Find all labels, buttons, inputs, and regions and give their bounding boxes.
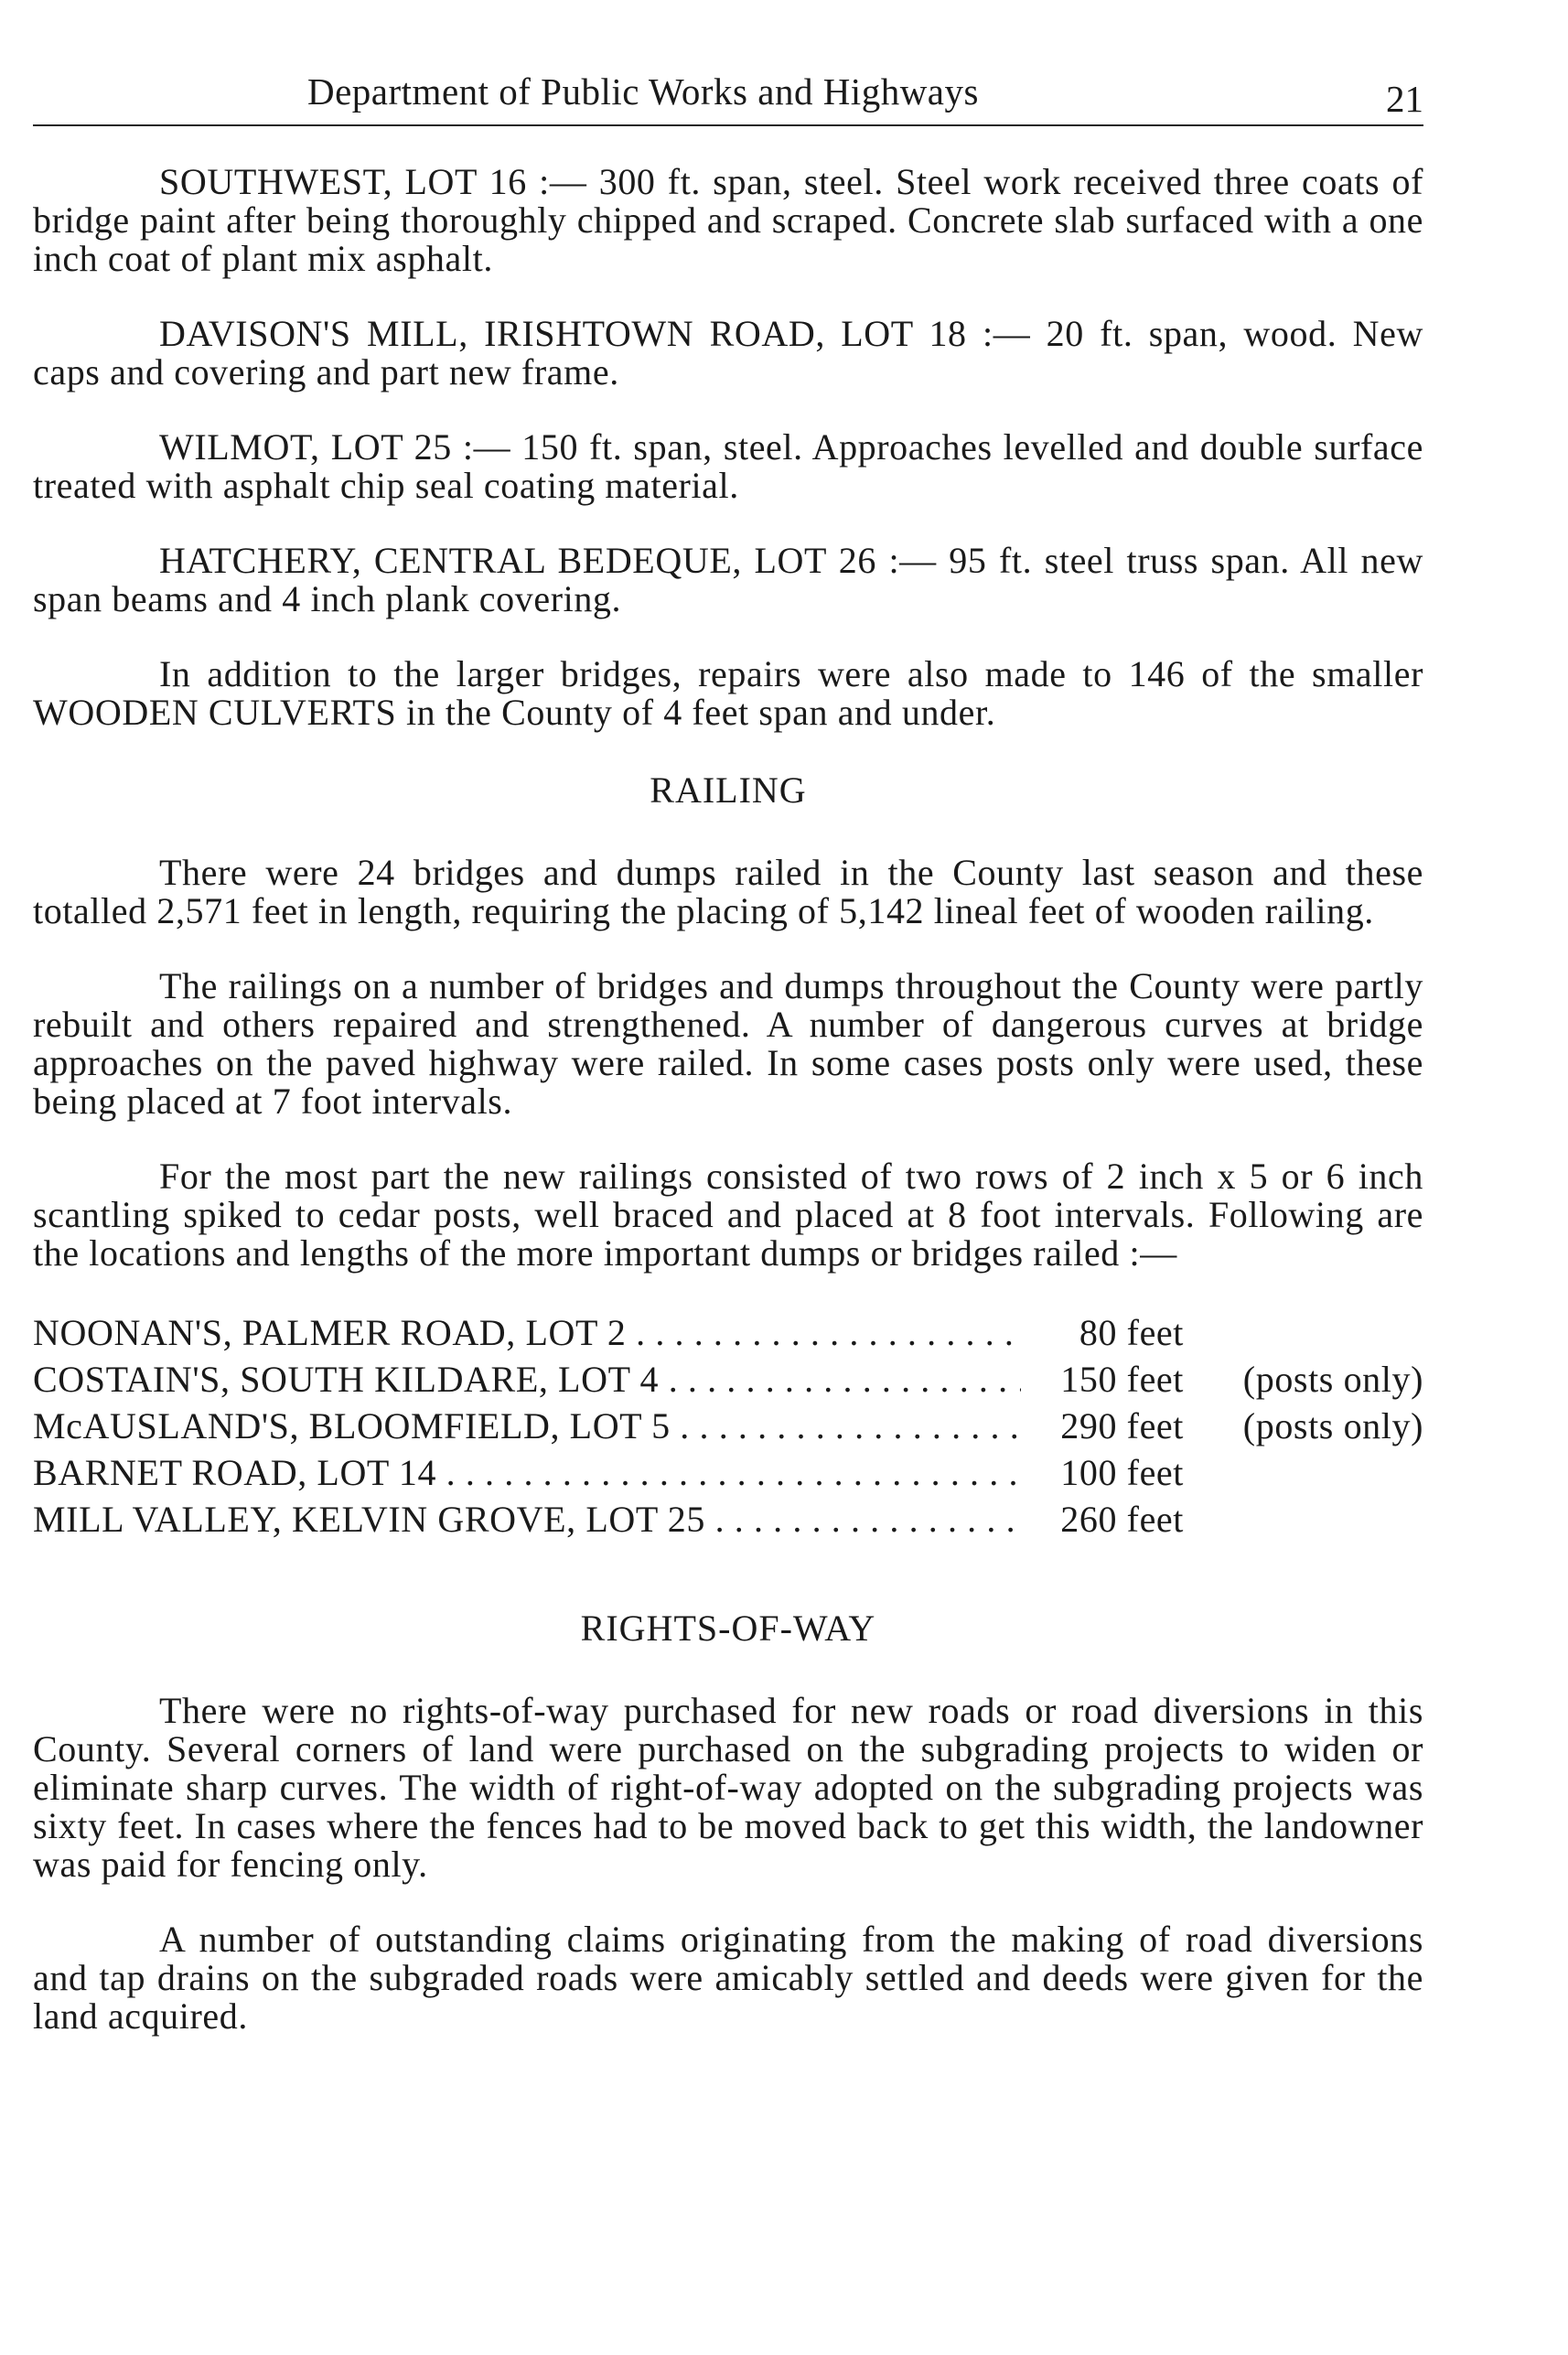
railing-location: BARNET ROAD, LOT 14 . . .	[33, 1449, 1021, 1496]
bridge-paragraph-davisons-mill: DAVISON'S MILL, IRISHTOWN ROAD, LOT 18 :— 20 ft. span, wood. New caps and covering and part new frame.	[33, 313, 1423, 392]
railing-heading: RAILING	[650, 769, 807, 811]
railing-note: (posts only)	[1242, 1359, 1423, 1400]
railing-paragraph-totals: There were 24 bridges and dumps railed in the County last season and these totalled 2,571 feet in length, requiring the placing of 5,142 lineal feet of wooden railing.	[33, 852, 1423, 931]
railing-note: (posts only)	[1242, 1405, 1423, 1446]
railing-length: 100 feet	[1060, 1452, 1184, 1493]
page-header	[33, 64, 1423, 137]
railing-location: NOONAN'S, PALMER ROAD, LOT 2 . . .	[33, 1309, 1021, 1356]
list-item	[33, 1403, 1423, 1449]
railing-location: MILL VALLEY, KELVIN GROVE, LOT 25 . . .	[33, 1496, 1021, 1543]
railing-locations-list	[33, 1309, 1423, 1543]
railing-length: 80 feet	[1079, 1312, 1184, 1353]
rights-of-way-paragraph-claims: A number of outstanding claims originating from the making of road diversions and tap drains on the subgraded roads were amicably settled and deeds were given for the land acquired.	[33, 1919, 1423, 2037]
list-item	[33, 1496, 1423, 1543]
railing-location: McAUSLAND'S, BLOOMFIELD, LOT 5 . . .	[33, 1403, 1021, 1449]
railing-paragraph-repairs: The railings on a number of bridges and dumps throughout the County were partly rebuilt and others repaired and strengthened. A number of dangerous curves at bridge approaches on the paved highway were railed. In some cases posts only were used, these being placed at 7 foot intervals.	[33, 965, 1423, 1122]
running-title: Department of Public Works and Highways	[307, 70, 979, 113]
bridge-paragraph-wilmot: WILMOT, LOT 25 :— 150 ft. span, steel. Approaches levelled and double surface treated with asphalt chip seal coating material.	[33, 426, 1423, 506]
page-number: 21	[1386, 78, 1423, 120]
bridge-paragraph-southwest: SOUTHWEST, LOT 16 :— 300 ft. span, steel. Steel work received three coats of bridge paint after being thoroughly chipped and scraped. Concrete slab surfaced with a one inch coat of plant mix asphalt.	[33, 161, 1423, 279]
railing-length: 260 feet	[1060, 1499, 1184, 1540]
culverts-paragraph: In addition to the larger bridges, repairs were also made to 146 of the smaller WOODEN CULVERTS in the County of 4 feet span and under.	[33, 653, 1423, 733]
railing-length: 150 feet	[1060, 1359, 1184, 1400]
bridge-paragraph-hatchery: HATCHERY, CENTRAL BEDEQUE, LOT 26 :— 95 ft. steel truss span. All new span beams and 4 inch plank covering.	[33, 540, 1423, 619]
railing-paragraph-construction: For the most part the new railings consisted of two rows of 2 inch x 5 or 6 inch scantling spiked to cedar posts, well braced and placed at 8 foot intervals. Following are the locations and lengths of the more important dumps or bridges railed :—	[33, 1156, 1423, 1274]
list-item	[33, 1356, 1423, 1403]
list-item	[33, 1309, 1423, 1356]
list-item	[33, 1449, 1423, 1496]
rights-of-way-paragraph-purchases: There were no rights-of-way purchased for new roads or road diversions in this County. Several corners of land were purchased on the subgrading projects to widen or eliminate sharp curves. The width of right-of-way adopted on the subgrading projects was sixty feet. In cases where the fences had to be moved back to get this width, the landowner was paid for fencing only.	[33, 1690, 1423, 1885]
railing-length: 290 feet	[1060, 1405, 1184, 1446]
page-body	[33, 163, 1423, 2072]
header-rule	[33, 124, 1423, 126]
rights-of-way-heading: RIGHTS-OF-WAY	[580, 1608, 876, 1649]
railing-location: COSTAIN'S, SOUTH KILDARE, LOT 4 . . .	[33, 1356, 1021, 1403]
